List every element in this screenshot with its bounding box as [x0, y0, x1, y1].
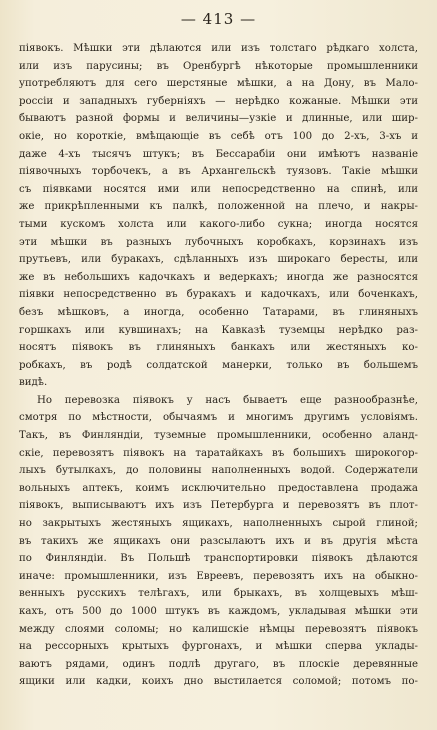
page-number: — 413 —: [180, 10, 257, 28]
text-line: лыхъ бутылкахъ, до половины наполненныхъ водой. Содержатели: [19, 465, 418, 477]
text-line: горшкахъ или кувшинахъ; на Кавказѣ туземцы нерѣдко раз-: [19, 324, 418, 336]
text-line: кахъ, отъ 500 до 1000 штукъ въ каждомъ, укладывая мѣшки эти: [19, 606, 418, 617]
text-line: но закрытыхъ жестяныхъ ящикахъ, наполненныхъ сырой глиной;: [19, 518, 418, 530]
text-line: робкахъ, въ родѣ солдатской манерки, только въ большемъ: [19, 359, 418, 371]
text-line: между слоями соломы; но калишскіе нѣмцы перевозятъ піявокъ: [19, 623, 418, 635]
text-line: россіи и западныхъ губерніяхъ — нерѣдко кожаные. Мѣшки эти: [19, 95, 418, 107]
text-line: смотря по мѣстности, обычаямъ и многимъ другимъ условіямъ.: [19, 412, 418, 424]
text-line: на рессорныхъ крытыхъ фургонахъ, и мѣшки сперва уклады-: [19, 641, 418, 653]
text-line: употребляютъ для сего шерстяные мѣшки, а на Дону, въ Мало-: [19, 78, 418, 90]
text-line: Такъ, въ Финляндіи, туземные промышленники, особенно аланд-: [19, 430, 418, 442]
text-line: піявокъ. Мѣшки эти дѣлаются или изъ толстаго рѣдкаго холста,: [19, 43, 418, 54]
text-line: бываютъ разной формы и величины—узкіе и длинные, или шир-: [19, 113, 418, 125]
text-line: или изъ парусины; въ Оренбургѣ нѣкоторые промышленники: [19, 60, 418, 72]
text-line: піявки непосредственно въ буракахъ и кадочкахъ, или боченкахъ,: [19, 289, 418, 301]
body-text: [19, 40, 418, 691]
text-line: венныхъ русскихъ телѣгахъ, или брыкахъ, въ холщевыхъ мѣш-: [19, 588, 418, 600]
text-line: видѣ.: [19, 377, 48, 389]
text-line: ваютъ рядами, одинъ подлѣ другаго, въ плоскіе деревянные: [19, 658, 418, 670]
text-line: съ піявками носятся ими или непосредственно на спинѣ, или: [19, 183, 418, 195]
text-line: иначе: промышленники, изъ Евреевъ, перевозятъ ихъ на обыкно-: [19, 570, 418, 582]
text-line: носятъ піявокъ въ глиняныхъ банкахъ или жестяныхъ ко-: [19, 342, 418, 354]
text-line: по Финляндіи. Въ Польшѣ транспортировки піявокъ дѣлаются: [19, 553, 418, 565]
text-line: окіе, но короткіе, вмѣщающіе въ себѣ отъ 100 до 2-хъ, 3-хъ и: [19, 130, 418, 142]
paragraph-2: [19, 392, 418, 691]
text-line: вольныхъ аптекъ, коимъ исключительно предоставлена продажа: [19, 482, 418, 494]
text-line: піявочныхъ торбочекъ, а въ Архангельскѣ туязовъ. Такіе мѣшки: [19, 166, 418, 178]
text-line: даже 4-хъ тысячъ штукъ; въ Бессарабіи они имѣютъ названіе: [19, 148, 418, 160]
text-line: ящики или кадки, коихъ дно выстилается соломой; потомъ по-: [19, 676, 418, 688]
text-line: въ такихъ же ящикахъ они разсылаютъ ихъ и въ другія мѣста: [19, 535, 418, 547]
text-line: безъ мѣшковъ, а иногда, особенно Татарами, въ глиняныхъ: [19, 306, 418, 318]
text-line: Но перевозка піявокъ у насъ бываетъ еще разнообразнѣе,: [37, 394, 418, 406]
text-line: эти мѣшки въ разныхъ лубочныхъ коробкахъ, корзинахъ изъ: [19, 236, 418, 248]
text-line: же прикрѣпленными къ палкѣ, положенной на плечо, и накры-: [19, 201, 418, 213]
text-line: прутьевъ, или буракахъ, сдѣланныхъ изъ широкаго бересты, или: [19, 254, 418, 266]
text-line: же въ небольшихъ кадочкахъ и ведеркахъ; иногда же разносятся: [19, 271, 418, 283]
text-line: тыми кускомъ холста или какого-либо сукна; иногда носятся: [19, 218, 418, 230]
text-line: скіе, перевозятъ піявокъ на таратайкахъ въ большихъ широкогор-: [19, 447, 418, 459]
paragraph-1: [19, 40, 418, 392]
text-line: піявокъ, выписываютъ ихъ изъ Петербурга и перевозятъ въ плот-: [19, 500, 418, 512]
